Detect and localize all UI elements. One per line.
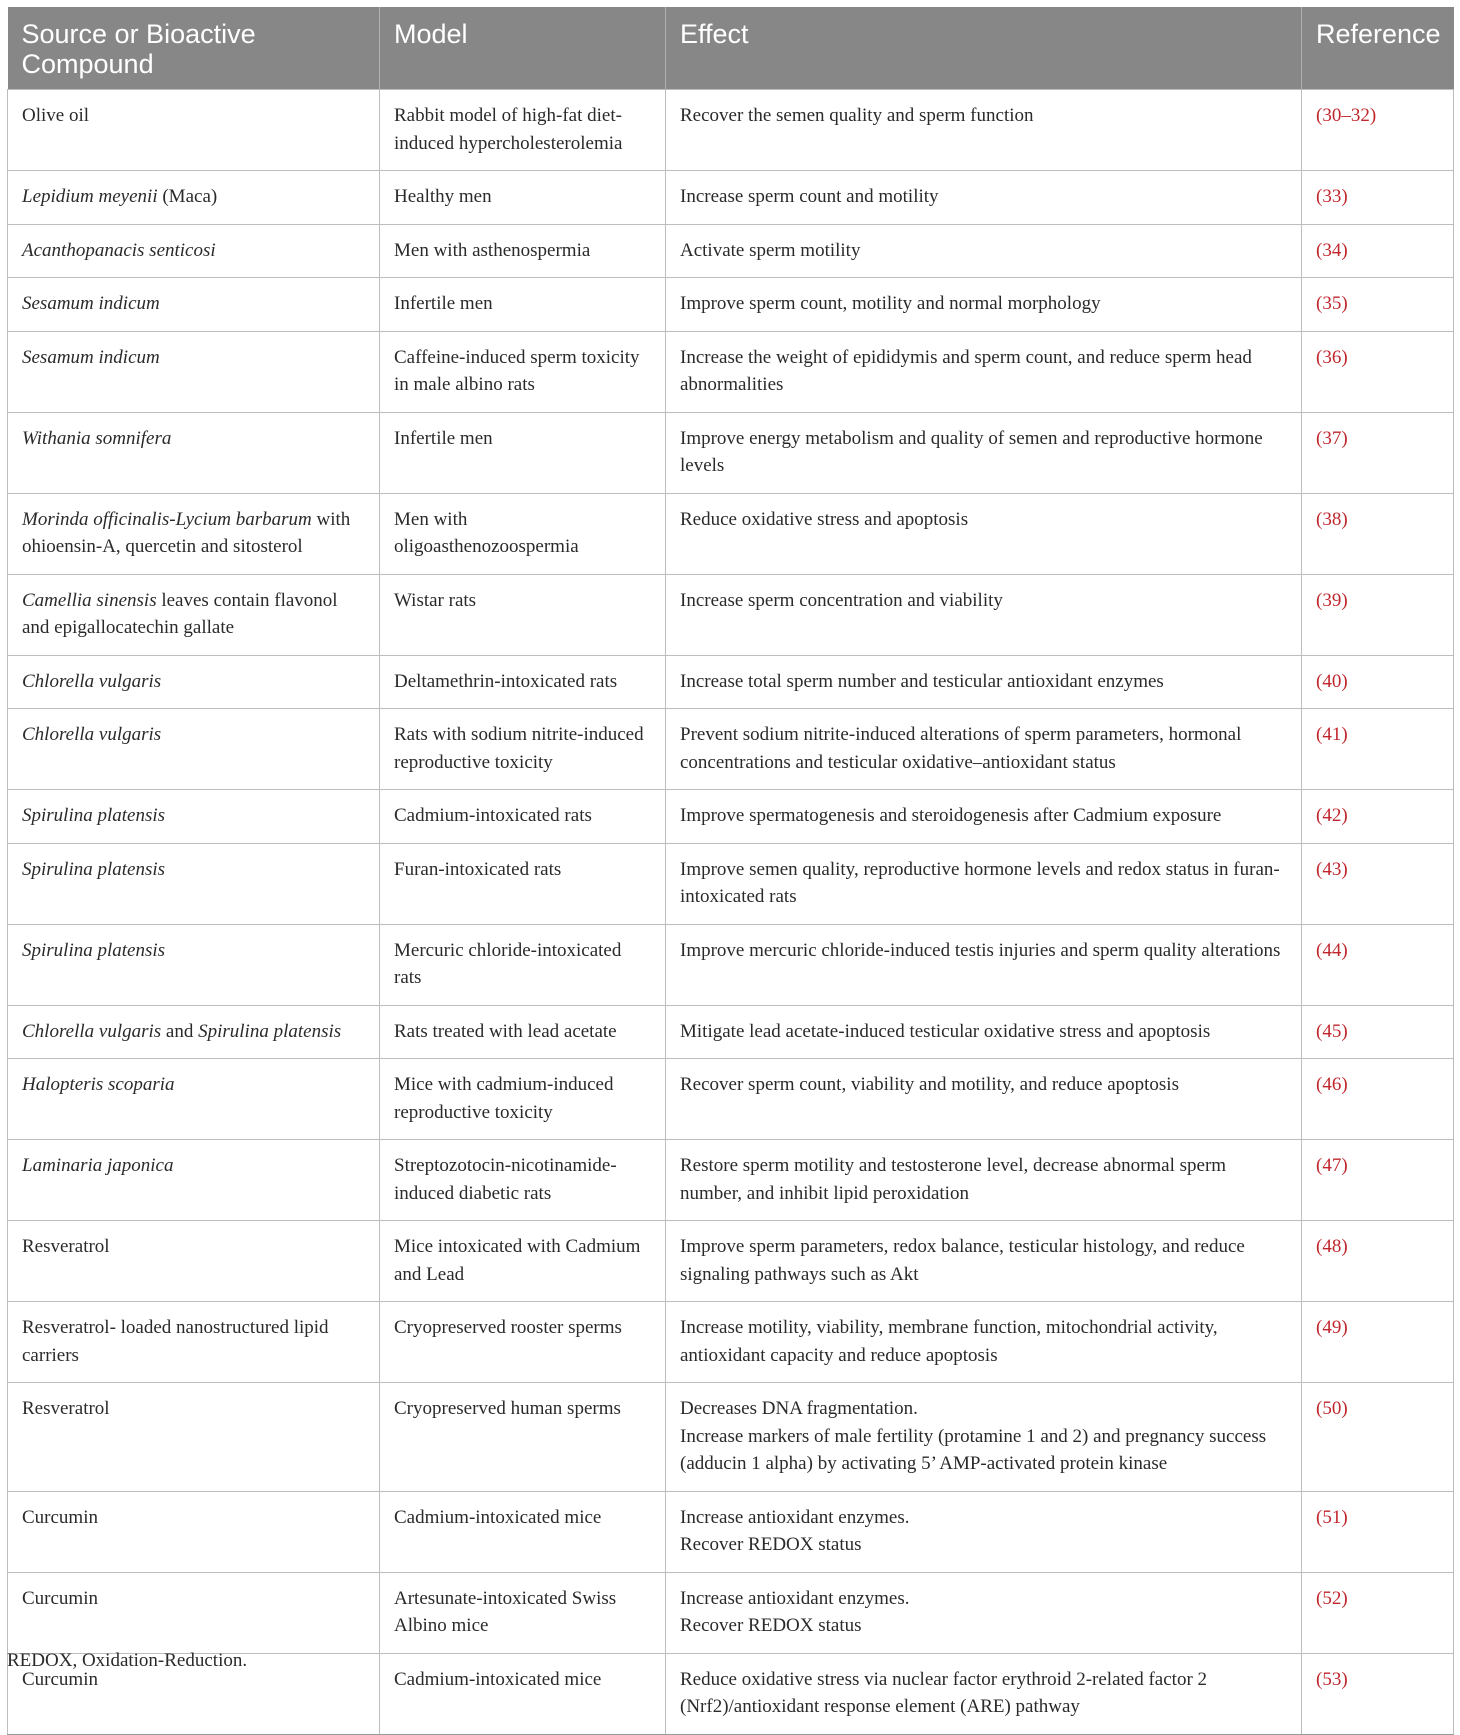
species-name: Morinda officinalis-Lycium barbarum [22, 508, 312, 530]
reference-link[interactable]: (52) [1316, 1587, 1348, 1609]
cell-source [8, 493, 380, 574]
cell-reference [1302, 1221, 1454, 1302]
effect-line: Improve energy metabolism and quality of semen and reproductive hormone levels [680, 427, 1263, 476]
cell-model: Infertile men [380, 278, 666, 332]
header-reference: Reference [1302, 7, 1454, 90]
cell-reference [1302, 90, 1454, 171]
reference-link[interactable]: (30–32) [1316, 105, 1377, 126]
header-effect: Effect [666, 7, 1302, 90]
species-name: Chlorella vulgaris [22, 670, 162, 692]
species-name: Spirulina platensis [22, 858, 166, 880]
effect-line: Decreases DNA fragmentation. [680, 1398, 918, 1419]
species-name: Withania somnifera [22, 427, 172, 449]
table-row [8, 1383, 1454, 1492]
cell-source [8, 843, 380, 924]
cell-reference [1302, 1572, 1454, 1653]
effect-line: Prevent sodium nitrite-induced alterations of sperm parameters, hormonal concentrations and testicular oxidative–antioxidant status [680, 724, 1242, 773]
effect-line: Recover the semen quality and sperm function [680, 105, 1034, 126]
cell-reference [1302, 574, 1454, 655]
data-table [7, 7, 1454, 1735]
cell-model: Deltamethrin-intoxicated rats [380, 655, 666, 709]
source-text: Resveratrol [22, 1236, 110, 1257]
cell-model: Cadmium-intoxicated mice [380, 1653, 666, 1734]
cell-source [8, 1302, 380, 1383]
cell-source [8, 331, 380, 412]
table-row [8, 1302, 1454, 1383]
cell-model: Cryopreserved rooster sperms [380, 1302, 666, 1383]
species-name: Sesamum indicum [22, 346, 160, 368]
effect-line: Activate sperm motility [680, 239, 861, 261]
species-name: Spirulina platensis [22, 939, 166, 961]
species-name: Halopteris scoparia [22, 1074, 175, 1095]
source-text: Curcumin [22, 1668, 98, 1690]
cell-source [8, 278, 380, 332]
effect-line: Increase the weight of epididymis and sperm count, and reduce sperm head abnormalities [680, 346, 1252, 395]
species-name: Spirulina platensis [198, 1020, 342, 1042]
cell-reference [1302, 709, 1454, 790]
effect-line: Increase sperm count and motility [680, 186, 939, 207]
cell-model: Infertile men [380, 412, 666, 493]
cell-effect [666, 924, 1302, 1005]
effect-line: Mitigate lead acetate-induced testicular oxidative stress and apoptosis [680, 1020, 1211, 1042]
source-text: leaves contain flavonol and epigallocatechin gallate [22, 589, 338, 638]
header-model: Model [380, 7, 666, 90]
cell-source [8, 655, 380, 709]
cell-model: Rats treated with lead acetate [380, 1005, 666, 1059]
reference-link[interactable]: (42) [1316, 805, 1348, 826]
effect-line: Restore sperm motility and testosterone level, decrease abnormal sperm number, and inhibit lipid peroxidation [680, 1155, 1227, 1204]
reference-link[interactable]: (50) [1316, 1398, 1348, 1419]
table-row [8, 171, 1454, 225]
reference-link[interactable]: (39) [1316, 589, 1348, 611]
cell-source [8, 574, 380, 655]
cell-model: Caffeine-induced sperm toxicity in male albino rats [380, 331, 666, 412]
cell-effect [666, 1005, 1302, 1059]
species-name: Sesamum indicum [22, 293, 160, 314]
table-row [8, 278, 1454, 332]
cell-effect [666, 1140, 1302, 1221]
reference-link[interactable]: (43) [1316, 858, 1348, 880]
cell-model: Men with oligoasthenozoospermia [380, 493, 666, 574]
cell-reference [1302, 790, 1454, 844]
cell-source [8, 1221, 380, 1302]
cell-source [8, 90, 380, 171]
cell-effect [666, 1491, 1302, 1572]
cell-reference [1302, 493, 1454, 574]
effect-line: Recover REDOX status [680, 1534, 862, 1555]
reference-link[interactable]: (35) [1316, 293, 1348, 314]
species-name: Acanthopanacis senticosi [22, 239, 216, 261]
header-row [8, 7, 1454, 90]
source-text: Resveratrol [22, 1398, 110, 1419]
reference-link[interactable]: (46) [1316, 1074, 1348, 1095]
cell-effect [666, 224, 1302, 278]
effect-line: Increase antioxidant enzymes. [680, 1506, 910, 1528]
species-name: Chlorella vulgaris [22, 1020, 162, 1042]
reference-link[interactable]: (34) [1316, 239, 1348, 261]
effect-line: Increase markers of male fertility (protamine 1 and 2) and pregnancy success (adducin 1 alpha) by activating 5’ AMP-activated protein kinase [680, 1425, 1267, 1474]
cell-effect [666, 1221, 1302, 1302]
table-header [8, 7, 1454, 90]
cell-source [8, 412, 380, 493]
cell-model: Artesunate-intoxicated Swiss Albino mice [380, 1572, 666, 1653]
cell-source [8, 171, 380, 225]
cell-model: Rabbit model of high-fat diet-induced hypercholesterolemia [380, 90, 666, 171]
cell-effect [666, 1302, 1302, 1383]
table-row [8, 709, 1454, 790]
table-row [8, 655, 1454, 709]
table-row [8, 493, 1454, 574]
effect-line: Reduce oxidative stress and apoptosis [680, 508, 969, 530]
cell-reference [1302, 331, 1454, 412]
cell-model: Mice with cadmium-induced reproductive toxicity [380, 1059, 666, 1140]
cell-reference [1302, 1140, 1454, 1221]
cell-effect [666, 412, 1302, 493]
cell-reference [1302, 1302, 1454, 1383]
effect-line: Increase sperm concentration and viability [680, 589, 1003, 611]
cell-effect [666, 655, 1302, 709]
effect-line: Improve sperm parameters, redox balance, testicular histology, and reduce signaling pathways such as Akt [680, 1236, 1245, 1285]
cell-effect [666, 1059, 1302, 1140]
effect-line: Increase antioxidant enzymes. [680, 1587, 910, 1609]
table-row [8, 331, 1454, 412]
cell-effect [666, 1383, 1302, 1492]
source-text: Curcumin [22, 1506, 98, 1528]
cell-reference [1302, 1491, 1454, 1572]
cell-model: Cadmium-intoxicated rats [380, 790, 666, 844]
reference-link[interactable]: (51) [1316, 1506, 1348, 1528]
cell-model: Mice intoxicated with Cadmium and Lead [380, 1221, 666, 1302]
reference-link[interactable]: (38) [1316, 508, 1348, 530]
species-name: Lepidium meyenii [22, 186, 158, 207]
cell-source [8, 224, 380, 278]
cell-model: Rats with sodium nitrite-induced reproductive toxicity [380, 709, 666, 790]
effect-line: Increase total sperm number and testicular antioxidant enzymes [680, 670, 1164, 692]
table-row [8, 1140, 1454, 1221]
species-name: Chlorella vulgaris [22, 724, 162, 745]
table-row [8, 1059, 1454, 1140]
source-text: (Maca) [157, 186, 218, 207]
cell-effect [666, 709, 1302, 790]
effect-line: Improve sperm count, motility and normal morphology [680, 293, 1101, 314]
cell-effect [666, 1653, 1302, 1734]
table-row [8, 924, 1454, 1005]
reference-link[interactable]: (45) [1316, 1020, 1348, 1042]
cell-effect [666, 90, 1302, 171]
cell-reference [1302, 1059, 1454, 1140]
source-text: Resveratrol- loaded nanostructured lipid carriers [22, 1317, 329, 1366]
cell-reference [1302, 278, 1454, 332]
table-row [8, 1572, 1454, 1653]
table-row [8, 90, 1454, 171]
table-row [8, 1491, 1454, 1572]
cell-effect [666, 574, 1302, 655]
table-row [8, 1221, 1454, 1302]
cell-model: Cadmium-intoxicated mice [380, 1491, 666, 1572]
cell-effect [666, 331, 1302, 412]
cell-source [8, 1491, 380, 1572]
cell-source [8, 1383, 380, 1492]
cell-model: Men with asthenospermia [380, 224, 666, 278]
cell-reference [1302, 1383, 1454, 1492]
table-row [8, 1005, 1454, 1059]
reference-link[interactable]: (40) [1316, 670, 1348, 692]
cell-model: Healthy men [380, 171, 666, 225]
table-body [8, 90, 1454, 1735]
reference-link[interactable]: (47) [1316, 1155, 1348, 1176]
cell-model: Cryopreserved human sperms [380, 1383, 666, 1492]
reference-link[interactable]: (36) [1316, 346, 1348, 368]
reference-link[interactable]: (44) [1316, 939, 1348, 961]
species-name: Spirulina platensis [22, 805, 166, 826]
effect-line: Recover sperm count, viability and motility, and reduce apoptosis [680, 1074, 1179, 1095]
reference-link[interactable]: (37) [1316, 427, 1348, 449]
cell-source [8, 1140, 380, 1221]
effect-line: Improve spermatogenesis and steroidogenesis after Cadmium exposure [680, 805, 1222, 826]
cell-reference [1302, 224, 1454, 278]
reference-link[interactable]: (49) [1316, 1317, 1348, 1338]
cell-source [8, 709, 380, 790]
species-name: Laminaria japonica [22, 1155, 174, 1176]
cell-source [8, 1005, 380, 1059]
cell-model: Wistar rats [380, 574, 666, 655]
cell-reference [1302, 1653, 1454, 1734]
cell-reference [1302, 843, 1454, 924]
effect-line: Reduce oxidative stress via nuclear factor erythroid 2-related factor 2 (Nrf2)/antioxidant response element (ARE) pathway [680, 1668, 1208, 1717]
table-row [8, 790, 1454, 844]
cell-reference [1302, 412, 1454, 493]
table-row [8, 843, 1454, 924]
effect-line: Improve semen quality, reproductive hormone levels and redox status in furan-intoxicated rats [680, 858, 1280, 907]
reference-link[interactable]: (41) [1316, 724, 1348, 745]
cell-effect [666, 278, 1302, 332]
table-row [8, 574, 1454, 655]
cell-source [8, 924, 380, 1005]
source-text: with ohioensin-A, quercetin and sitosterol [22, 508, 351, 557]
table-row [8, 412, 1454, 493]
cell-source [8, 790, 380, 844]
source-text: Olive oil [22, 105, 90, 126]
cell-model: Furan-intoxicated rats [380, 843, 666, 924]
reference-link[interactable]: (33) [1316, 186, 1348, 207]
effect-line: Recover REDOX status [680, 1615, 862, 1636]
effect-line: Increase motility, viability, membrane function, mitochondrial activity, antioxidant capacity and reduce apoptosis [680, 1317, 1218, 1366]
table-footnote: REDOX, Oxidation-Reduction. [7, 1650, 248, 1671]
cell-effect [666, 171, 1302, 225]
reference-link[interactable]: (53) [1316, 1668, 1348, 1690]
source-text: and [161, 1020, 199, 1042]
cell-source [8, 1059, 380, 1140]
cell-model: Streptozotocin-nicotinamide-induced diabetic rats [380, 1140, 666, 1221]
cell-source [8, 1572, 380, 1653]
table-row [8, 224, 1454, 278]
cell-reference [1302, 1005, 1454, 1059]
cell-effect [666, 493, 1302, 574]
cell-reference [1302, 171, 1454, 225]
cell-effect [666, 1572, 1302, 1653]
source-text: Curcumin [22, 1587, 98, 1609]
cell-reference [1302, 655, 1454, 709]
cell-effect [666, 843, 1302, 924]
table-container [7, 7, 1453, 1735]
header-source: Source or Bioactive Compound [8, 7, 380, 90]
cell-effect [666, 790, 1302, 844]
species-name: Camellia sinensis [22, 589, 157, 611]
effect-line: Improve mercuric chloride-induced testis injuries and sperm quality alterations [680, 939, 1281, 961]
cell-reference [1302, 924, 1454, 1005]
reference-link[interactable]: (48) [1316, 1236, 1348, 1257]
cell-model: Mercuric chloride-intoxicated rats [380, 924, 666, 1005]
